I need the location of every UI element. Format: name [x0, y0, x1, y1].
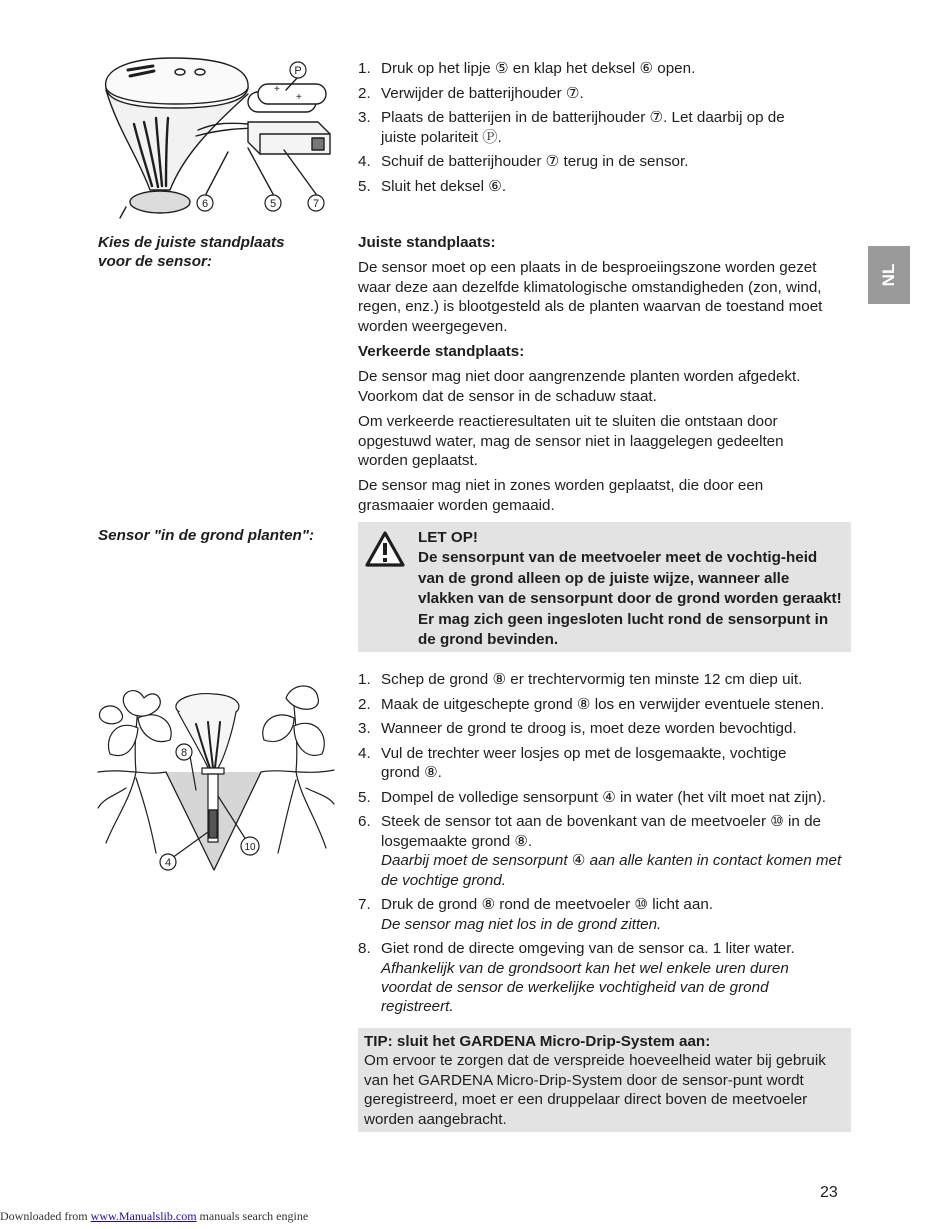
step-note: Afhankelijk van de grondsoort kan het wel enkele uren duren voordat de sensor de werkelijke vochtigheid van de grond registreert. — [381, 959, 789, 1016]
step-note: Daarbij moet de sensorpunt ④ aan alle kanten in contact komen met de vochtige grond. — [381, 852, 842, 889]
callout-6: 6 — [201, 198, 209, 210]
list-item: 3. Wanneer de grond te droog is, moet deze worden bevochtigd. — [358, 720, 797, 738]
wrong-location-heading: Verkeerde standplaats: — [358, 343, 525, 361]
battery-steps-list — [358, 59, 798, 201]
callout-10: 10 — [244, 842, 256, 853]
footer-prefix: Downloaded from — [0, 1209, 88, 1223]
list-item: 1. Druk op het lipje ⑤ en klap het deksel ⑥ open. — [358, 60, 696, 77]
callout-8: 8 — [180, 747, 188, 759]
battery-figure — [98, 52, 338, 224]
svg-text:+: + — [296, 92, 302, 103]
correct-location-text: De sensor moet op een plaats in de besproeiingszone worden gezet waar deze aan dezelfde klimatologische omstandigheden (zon, wind, regen, enz.) is blootgesteld als de planten waarvan de toestand moet worden weergegeven. — [358, 259, 823, 335]
location-side-label: Kies de juiste standplaats voor de sensor: — [98, 234, 285, 271]
list-item: 5. Sluit het deksel ⑥. — [358, 177, 507, 195]
list-item: 5. Dompel de volledige sensorpunt ④ in water (het vilt moet nat zijn). — [358, 788, 826, 806]
list-item: 2. Verwijder de batterijhouder ⑦. — [358, 84, 584, 102]
manualslib-link[interactable]: www.Manualslib.com — [90, 1209, 197, 1223]
download-footer — [0, 1209, 308, 1224]
location-section — [358, 233, 828, 521]
planting-side-label: Sensor "in de grond planten": — [98, 527, 315, 544]
tip-title: TIP: sluit het GARDENA Micro-Drip-System aan: — [364, 1033, 711, 1050]
tip-text: Om ervoor te zorgen dat de verspreide hoeveelheid water bij gebruik van het GARDENA Micro-Drip-System door de sensor-punt wordt geregistreerd, moet er een druppelaar direct boven de meetvoeler worden aangebracht. — [364, 1052, 826, 1128]
callout-7: 7 — [312, 198, 320, 210]
step-note: De sensor mag niet los in de grond zitten. — [381, 915, 662, 933]
warning-title: LET OP! — [418, 529, 478, 546]
footer-suffix: manuals search engine — [199, 1209, 309, 1223]
svg-text:+: + — [274, 84, 280, 95]
wrong-location-text: De sensor mag niet in zones worden geplaatst, die door een grasmaaier worden gemaaid. — [358, 477, 764, 514]
warning-icon — [364, 530, 406, 568]
list-item: 2. Maak de uitgeschepte grond ⑧ los en verwijder eventuele stenen. — [358, 695, 825, 713]
callout-4: 4 — [164, 857, 172, 869]
list-item: 1. Schep de grond ⑧ er trechtervormig ten minste 12 cm diep uit. — [358, 671, 803, 688]
warning-text: De sensorpunt van de meetvoeler meet de vochtig-heid van de grond alleen op de juiste wijze, wanneer alle vlakken van de sensorpunt door de grond worden geraakt! Er mag zich geen ingesloten lucht rond de sensorpunt in de grond bevinden. — [418, 549, 842, 649]
list-item: 4. Vul de trechter weer losjes op met de losgemaakte, vochtige grond ⑧. — [358, 744, 787, 782]
wrong-location-text: Om verkeerde reactieresultaten uit te sluiten die ontstaan door opgestuwd water, mag de sensor niet in laaggelegen gedeelten worden geplaatst. — [358, 413, 784, 470]
correct-location-heading: Juiste standplaats: — [358, 234, 496, 251]
list-item: 4. Schuif de batterijhouder ⑦ terug in de sensor. — [358, 153, 689, 171]
planting-figure — [96, 668, 336, 878]
warning-box — [358, 522, 851, 652]
planting-steps-list — [358, 670, 858, 1022]
callout-5: 5 — [269, 198, 277, 210]
callout-p: P — [294, 65, 302, 77]
list-item: 8. Giet rond de directe omgeving van de sensor ca. 1 liter water. Afhankelijk van de grondsoort kan het wel enkele uren duren voordat de sensor de werkelijke vochtigheid van de grond registreert. — [358, 939, 821, 1017]
list-item: 6. Steek de sensor tot aan de bovenkant van de meetvoeler ⑩ in de losgemaakte grond ⑧. Daarbij moet de sensorpunt ④ aan alle kanten in contact komen met de vochtige grond. — [358, 812, 851, 890]
list-item: 7. Druk de grond ⑧ rond de meetvoeler ⑩ licht aan. De sensor mag niet los in de grond zitten. — [358, 895, 858, 934]
list-item: 3. Plaats de batterijen in de batterijhouder ⑦. Let daarbij op de juiste polariteit Ⓟ. — [358, 109, 785, 146]
page-number: 23 — [820, 1184, 838, 1201]
language-tab: NL — [868, 246, 910, 304]
tip-box — [358, 1028, 851, 1132]
wrong-location-text: De sensor mag niet door aangrenzende planten worden afgedekt. Voorkom dat de sensor in de schaduw staat. — [358, 368, 801, 405]
